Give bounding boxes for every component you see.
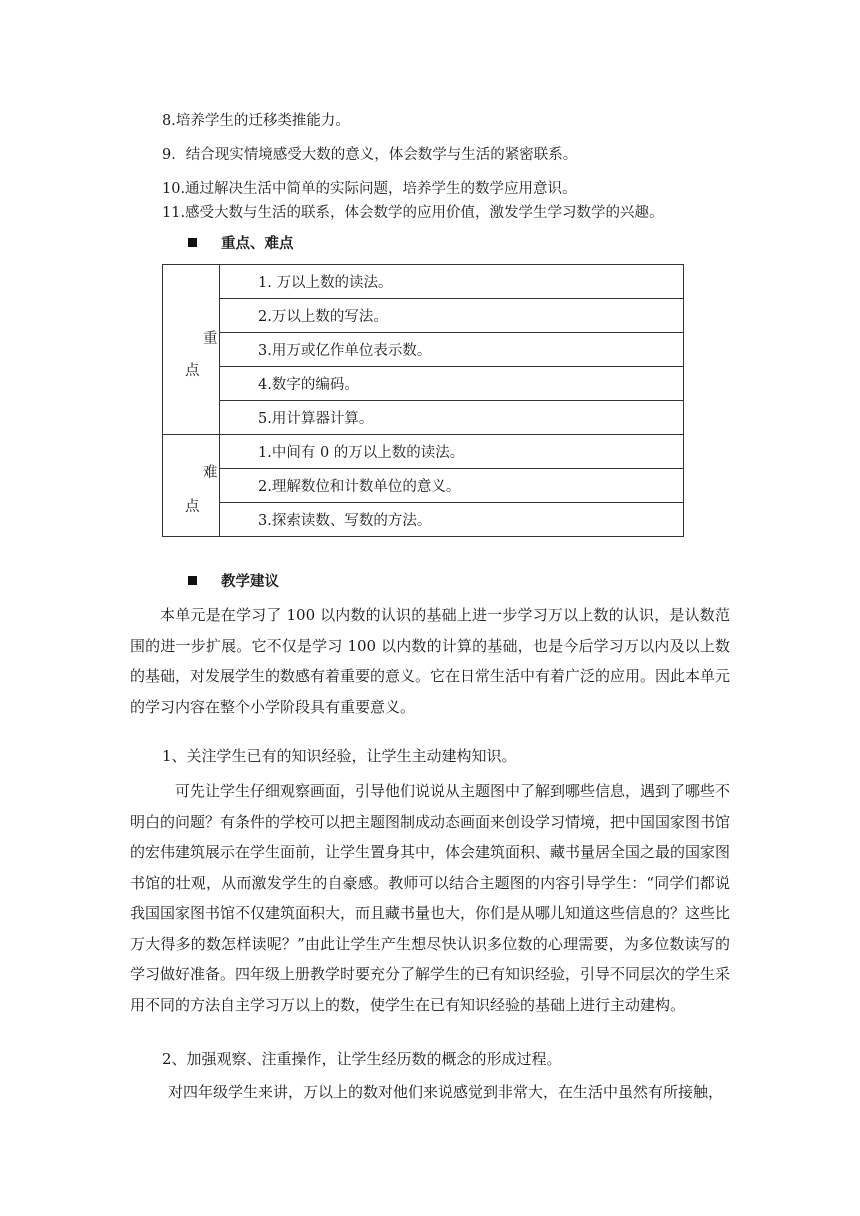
table-cell: 2.理解数位和计数单位的意义。 [220,469,684,503]
table-row [163,469,684,503]
table-row [163,401,684,435]
table-row [163,333,684,367]
square-bullet-icon [188,238,197,247]
table-cell: 4.数字的编码。 [220,367,684,401]
section-title: 教学建议 [221,574,279,590]
section-title: 重点、难点 [221,236,294,252]
goal-8: 8.培养学生的迁移类推能力。 [162,113,350,129]
table-row [163,367,684,401]
table-cell: 3.用万或亿作单位表示数。 [220,333,684,367]
goal-10: 10.通过解决生活中简单的实际问题，培养学生的数学应用意识。 [162,181,577,197]
section-heading-teaching-advice [188,572,279,592]
category-label: 点 [185,499,200,515]
point-2-heading: 2、加强观察、注重操作，让学生经历数的概念的形成过程。 [162,1050,562,1068]
table-row [163,299,684,333]
point-2-paragraph: 对四年级学生来讲，万以上的数对他们来说感觉到非常大，在生活中虽然有所接触， [168,1083,724,1101]
difficult-category-cell [163,435,220,537]
table-cell: 5.用计算器计算。 [220,401,684,435]
key-points-table [162,264,684,537]
table-cell: 1. 万以上数的读法。 [220,265,684,299]
table-cell: 3.探索读数、写数的方法。 [220,503,684,537]
table-row [163,265,684,299]
intro-paragraph: 本单元是在学习了 100 以内数的认识的基础上进一步学习万以上数的认识，是认数范围的进一步扩展。它不仅是学习 100 以内数的计算的基础，也是今后学习万以内及以上数的基础，对发展学生的数感有着重要的意义。它在日常生活中有着广泛的应用。因此本单元的学习内容在整个小学阶段具有重要意义。 [130,606,731,716]
table-row [163,435,684,469]
table-cell: 2.万以上数的写法。 [220,299,684,333]
table-cell: 1.中间有 0 的万以上数的读法。 [220,435,684,469]
category-label: 重 [203,331,218,347]
square-bullet-icon [188,576,197,585]
table-row [163,503,684,537]
category-label: 点 [185,363,200,379]
category-label: 难 [203,465,218,481]
goal-11: 11.感受大数与生活的联系，体会数学的应用价值，激发学生学习数学的兴趣。 [162,205,664,221]
point-1-paragraph: 可先让学生仔细观察画面，引导他们说说从主题图中了解到哪些信息，遇到了哪些不明白的问题？有条件的学校可以把主题图制成动态画面来创设学习情境，把中国国家图书馆的宏伟建筑展示在学生面前，让学生置身其中，体会建筑面积、藏书量居全国之最的国家图书馆的壮观，从而激发学生的自豪感。教师可以结合主题图的内容引导学生：“同学们都说我国国家图书馆不仅建筑面积大，而且藏书量也大，你们是从哪儿知道这些信息的？这些比万大得多的数怎样读呢？”由此让学生产生想尽快认识多位数的心理需要，为多位数读写的学习做好准备。四年级上册教学时要充分了解学生的已有知识经验，引导不同层次的学生采用不同的方法自主学习万以上的数，使学生在已有知识经验的基础上进行主动建构。 [130,782,731,1014]
section-heading-key-points [188,234,294,254]
point-1-heading: 1、关注学生已有的知识经验，让学生主动建构知识。 [162,747,517,765]
goal-9: 9．结合现实情境感受大数的意义，体会数学与生活的紧密联系。 [162,147,578,163]
key-category-cell [163,265,220,435]
